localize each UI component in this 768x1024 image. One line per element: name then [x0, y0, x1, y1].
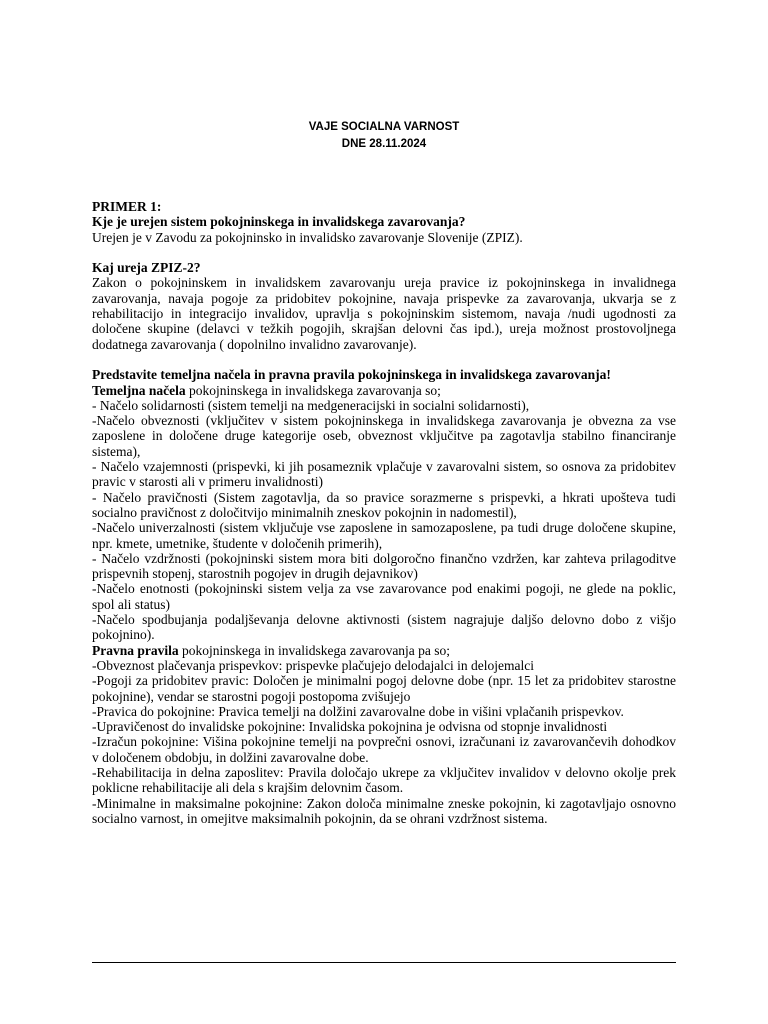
principle-item: -Načelo spodbujanja podaljševanja delovne aktivnosti (sistem nagrajuje daljšo delovno dobo z višjo pokojnino).	[92, 612, 676, 643]
principle-item: -Načelo univerzalnosti (sistem vključuje vse zaposlene in samozaposlene, pa tudi druge določene skupine, npr. kmete, umetnike, študente v določenih primerih),	[92, 520, 676, 551]
zpiz-paragraph: Zakon o pokojninskem in invalidskem zavarovanju ureja pravice iz pokojninskega in invalidnega zavarovanja, navaja pogoje za pridobitev pokojnine, navaja prispevke za zavarovanja, ukvarja se z rehabilitacijo in integracijo invalidov, upravlja s pokojninskim sistemom, navaja /nudi ugodnosti za določene skupine (delavci v težkih pogojih, skrajšan delovni čas ipd.), ureja možnost prostovoljnega dodatnega zavarovanja ( dopolnilno invalidno zavarovanje).	[92, 275, 676, 352]
document-date: DNE 28.11.2024	[341, 138, 427, 150]
rule-item: -Pravica do pokojnine: Pravica temelji na dolžini zavarovalne dobe in višini vplačanih prispevkov.	[92, 703, 624, 719]
spacer	[92, 352, 676, 367]
rule-item: -Obveznost plačevanja prispevkov: prispevke plačujejo delodajalci in delojemalci	[92, 657, 534, 673]
rule-item: -Rehabilitacija in delna zaposlitev: Pravila določajo ukrepe za vključitev invalidov v delovno okolje prek poklicne rehabilitacije ali dela s krajšim delovnim časom.	[92, 764, 676, 796]
principle-item: -Načelo enotnosti (pokojninski sistem velja za vse zavarovance pod enakimi pogoji, ne glede na poklic, spol ali status)	[92, 581, 676, 612]
example-label: PRIMER 1:	[92, 199, 162, 214]
question-heading: Kje je urejen sistem pokojninskega in invalidskega zavarovanja?	[92, 214, 466, 230]
footer-divider	[92, 962, 676, 963]
rules-lead-bold: Pravna pravila	[92, 642, 179, 658]
principles-lead-text: pokojninskega in invalidskega zavarovanja so;	[185, 382, 441, 398]
principle-item: - Načelo pravičnosti (Sistem zagotavlja, da so pravice sorazmerne s prispevki, a hkrati upošteva tudi socialno pravičnost z določitvijo minimalnih zneskov pokojnin in nadomestil),	[92, 489, 676, 520]
answer-text: Urejen je v Zavodu za pokojninsko in invalidsko zavarovanje Slovenije (ZPIZ).	[92, 229, 523, 245]
rules-lead	[92, 643, 676, 658]
principle-item: - Načelo vzdržnosti (pokojninski sistem mora biti dolgoročno finančno vzdržen, kar zahteva prilagoditve prispevnih stopenj, starostnih pogojev in drugih dejavnikov)	[92, 550, 676, 582]
document-title: VAJE SOCIALNA VARNOST	[308, 121, 460, 133]
spacer	[92, 245, 676, 260]
principles-lead	[92, 383, 676, 398]
principles-lead-bold: Temeljna načela	[92, 382, 186, 398]
document-body	[92, 199, 676, 826]
principles-list	[92, 398, 676, 643]
rule-item: -Izračun pokojnine: Višina pokojnine temelji na povprečni osnovi, izračunani iz zavarovančevih dohodkov v določenem obdobju, in dolžini zavarovalne dobe.	[92, 734, 676, 765]
principle-item: - Načelo vzajemnosti (prispevki, ki jih posameznik vplačuje v zavarovalni sistem, so osnova za pridobitev pravic v starosti ali v primeru invalidnosti)	[92, 459, 676, 490]
document-header	[0, 119, 768, 153]
principles-heading: Predstavite temeljna načela in pravna pravila pokojninskega in invalidskega zavarovanja!	[92, 367, 611, 383]
principle-item: - Načelo solidarnosti (sistem temelji na medgeneracijski in socialni solidarnosti),	[92, 397, 530, 413]
principle-item: -Načelo obveznosti (vključitev v sistem pokojninskega in invalidskega zavarovanja je obvezna za vse zaposlene in določene druge kategorije oseb, obveznost vključitve pa zagotavlja stabilno financiranje sistema),	[92, 413, 676, 459]
rule-item: -Minimalne in maksimalne pokojnine: Zakon določa minimalne zneske pokojnin, ki zagotavljajo osnovno socialno varnost, in omejitve maksimalnih pokojnin, da se ohrani vzdržnost sistema.	[92, 795, 676, 826]
rule-item: -Pogoji za pridobitev pravic: Določen je minimalni pogoj delovne dobe (npr. 15 let za pridobitev starostne pokojnine), vendar se starostni pogoji postopoma zvišujejo	[92, 673, 676, 704]
zpiz-heading: Kaj ureja ZPIZ-2?	[92, 260, 201, 276]
rules-list	[92, 658, 676, 826]
rule-item: -Upravičenost do invalidske pokojnine: Invalidska pokojnina je odvisna od stopnje invalidnosti	[92, 719, 608, 735]
rules-lead-text: pokojninskega in invalidskega zavarovanja pa so;	[178, 642, 451, 658]
